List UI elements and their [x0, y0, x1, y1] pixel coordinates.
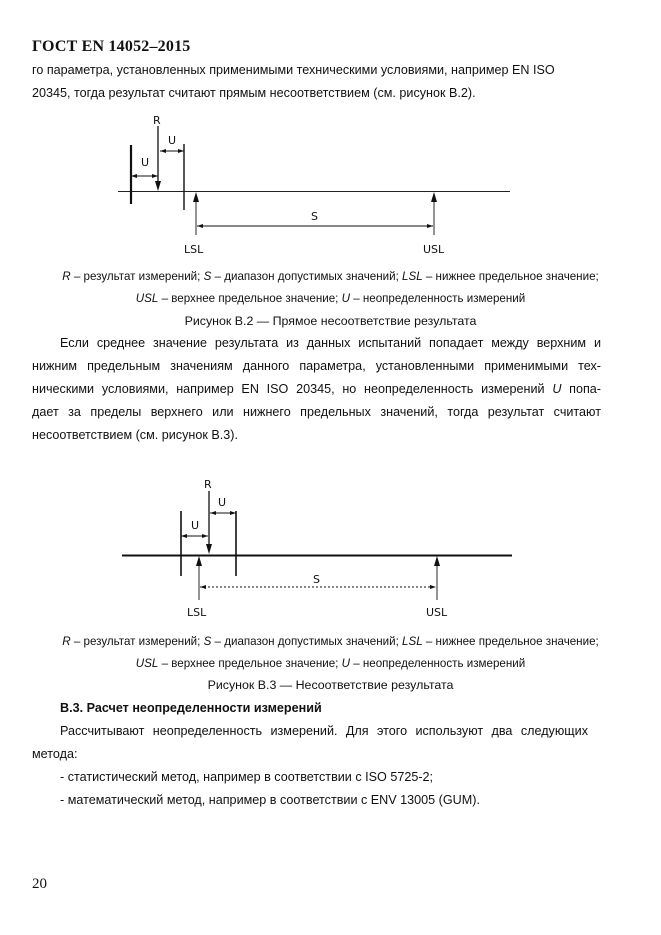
- list-item: - статистический метод, например в соответствии с ISO 5725-2;: [60, 770, 434, 784]
- lsl-arrowhead: [196, 556, 202, 566]
- document-header: ГОСТ EN 14052–2015: [32, 38, 191, 55]
- legend-lsl-text: – нижнее предельное значение;: [422, 270, 599, 283]
- lsl-arrowhead: [193, 192, 199, 202]
- figure-direct-nonconformity: [0, 108, 661, 263]
- diagram-2: [0, 475, 661, 625]
- para2-line-3-tail: попа-: [561, 382, 602, 396]
- legend-u-symbol: U: [341, 657, 350, 670]
- legend-usl-text: – верхнее предельное значение;: [158, 657, 342, 670]
- intro-line-1: го параметра, установленных применимыми техническими условиями, например EN ISO: [32, 63, 555, 77]
- label-lsl: LSL: [187, 606, 207, 619]
- label-s: S: [313, 573, 320, 586]
- para2-line-5: несоответствием (см. рисунок В.3).: [32, 428, 238, 442]
- legend-r-text: – результат измерений;: [70, 270, 204, 283]
- s-arrow-left: [197, 224, 203, 228]
- para2-line-3: [32, 378, 601, 401]
- figure1-legend-line-1: [0, 265, 661, 288]
- para2-line-1: Если среднее значение результата из данных испытаний попадает между верхним и: [60, 336, 601, 350]
- u-left-arrow-right: [152, 174, 158, 178]
- figure2-legend-line-1: [0, 630, 661, 653]
- legend-lsl-symbol: LSL: [402, 270, 423, 283]
- list-item: - математический метод, например в соответствии с ENV 13005 (GUM).: [60, 793, 480, 807]
- legend-r-text: – результат измерений;: [70, 635, 204, 648]
- para2-line-3-text: ническими условиями, например EN ISO 20345, но неопределенность измерений: [32, 382, 545, 396]
- u-left-arrow-right: [202, 534, 208, 538]
- section-para-line-2: метода:: [32, 747, 78, 761]
- legend-u-text: – неопределенность измерений: [349, 657, 526, 670]
- label-u-right: U: [168, 134, 177, 147]
- label-s: S: [311, 210, 318, 223]
- s-arrow-left: [200, 585, 206, 589]
- result-r-arrowhead: [155, 181, 161, 191]
- u-right-arrow-left: [160, 149, 166, 153]
- u-right-arrow-left: [210, 511, 216, 515]
- label-u-right: U: [218, 496, 227, 509]
- para2-line-4: дает за пределы верхнего или нижнего предельных значений, тогда результат считают: [32, 405, 601, 419]
- legend-lsl-text: – нижнее предельное значение;: [422, 635, 599, 648]
- legend-s-text: – диапазон допустимых значений;: [211, 635, 403, 648]
- legend-r-symbol: R: [62, 635, 71, 648]
- page-number: 20: [32, 876, 47, 892]
- figure2-caption: Рисунок В.3 — Несоответствие результата: [207, 678, 454, 692]
- figure1-legend-line-2: [0, 287, 661, 310]
- label-lsl: LSL: [184, 243, 204, 256]
- legend-s-text: – диапазон допустимых значений;: [211, 270, 403, 283]
- section-para-line-1: Рассчитывают неопределенность измерений. Для этого используют два следующих: [60, 724, 588, 738]
- label-u-left: U: [191, 519, 200, 532]
- legend-u-symbol: U: [341, 292, 350, 305]
- label-usl: USL: [423, 243, 445, 256]
- label-usl: USL: [426, 606, 448, 619]
- label-r: R: [204, 478, 212, 491]
- s-arrow-right: [430, 585, 436, 589]
- legend-r-symbol: R: [62, 270, 71, 283]
- legend-lsl-symbol: LSL: [402, 635, 423, 648]
- u-right-arrow-right: [230, 511, 236, 515]
- result-r-arrowhead: [206, 544, 212, 554]
- figure1-caption: Рисунок В.2 — Прямое несоответствие результата: [184, 314, 477, 328]
- legend-u-text: – неопределенность измерений: [349, 292, 526, 305]
- u-right-arrow-right: [178, 149, 184, 153]
- usl-arrowhead: [434, 556, 440, 566]
- s-arrow-right: [427, 224, 433, 228]
- usl-arrowhead: [431, 192, 437, 202]
- para2-line-2: нижним предельным значениям данного параметра, установленными применимыми тех-: [32, 359, 601, 373]
- section-heading: В.3. Расчет неопределенности измерений: [60, 701, 322, 715]
- figure2-legend-line-2: [0, 652, 661, 675]
- label-r: R: [153, 114, 161, 127]
- intro-line-2: 20345, тогда результат считают прямым несоответствием (см. рисунок В.2).: [32, 86, 476, 100]
- label-u-left: U: [141, 156, 150, 169]
- diagram-1: [0, 108, 661, 263]
- para2-u-symbol: U: [552, 382, 562, 396]
- legend-s-symbol: S: [203, 635, 212, 648]
- u-left-arrow-left: [181, 534, 187, 538]
- figure-nonconformity: [0, 475, 661, 625]
- legend-s-symbol: S: [203, 270, 212, 283]
- legend-usl-text: – верхнее предельное значение;: [158, 292, 342, 305]
- legend-usl-symbol: USL: [135, 657, 159, 670]
- legend-usl-symbol: USL: [135, 292, 159, 305]
